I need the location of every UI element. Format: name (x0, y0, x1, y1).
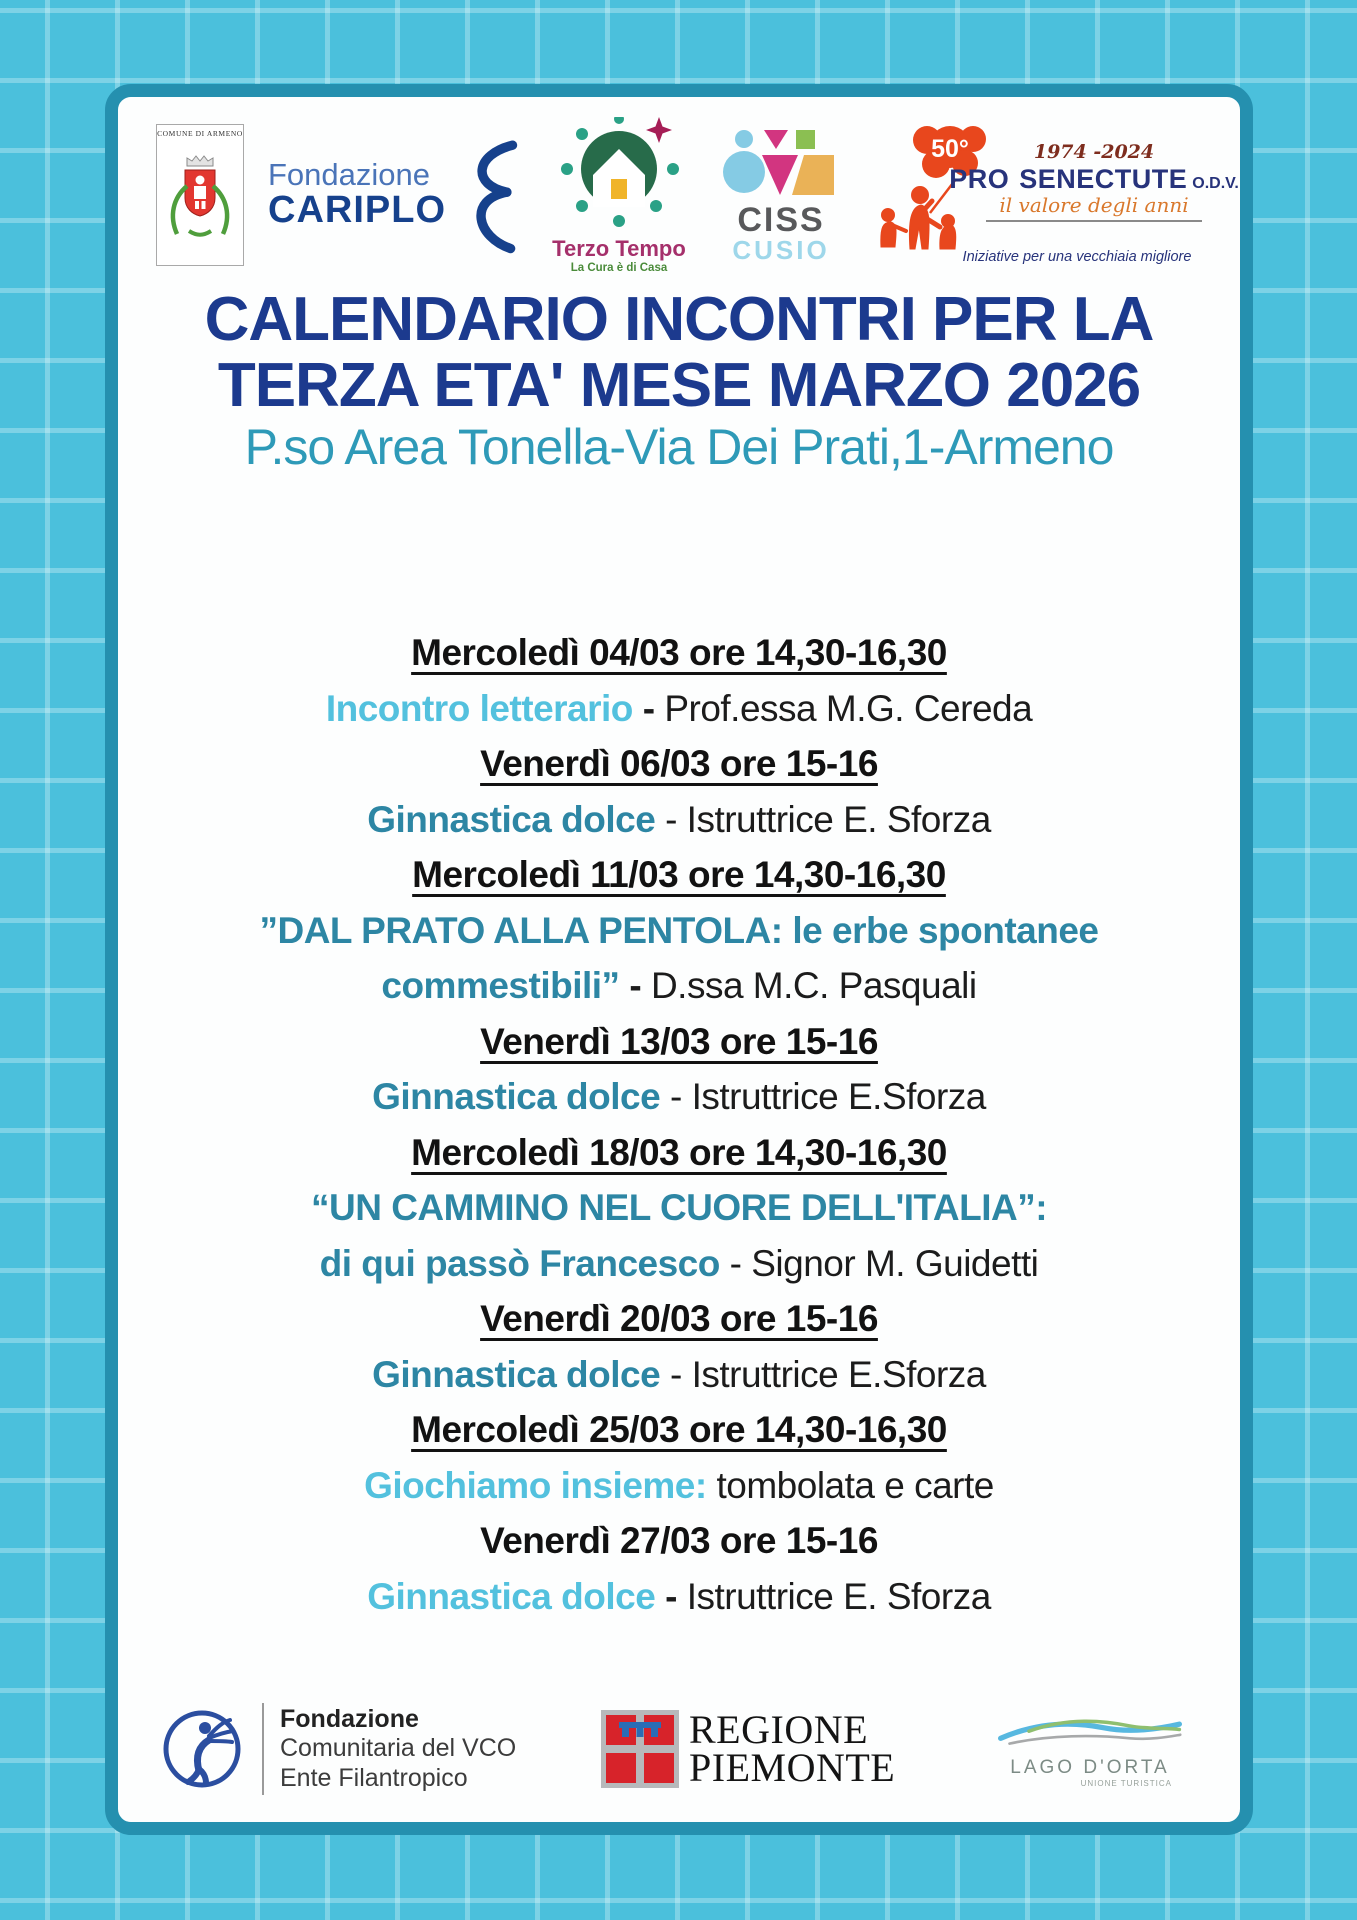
poster-subtitle: P.so Area Tonella-Via Dei Prati,1-Armeno (244, 419, 1114, 475)
calendar-date-line (118, 1125, 1240, 1181)
pro-senectute-tagline: Iniziative per una vecchiaia migliore (962, 249, 1192, 265)
regione-line1: REGIONE (689, 1707, 869, 1752)
event-text-segment: - (665, 1575, 687, 1617)
event-date: Mercoledì 04/03 ore 14,30-16,30 (411, 632, 947, 673)
event-text-segment: Ginnastica dolce (372, 1076, 661, 1117)
pro-senectute-suffix: O.D.V. (1192, 175, 1239, 192)
poster-title-line1: CALENDARIO INCONTRI PER LA (204, 285, 1154, 354)
calendar-event-line (118, 792, 1240, 848)
poster-title-line2: TERZA ETA' MESE MARZO 2026 (217, 351, 1141, 420)
logo-terzo-tempo (544, 117, 694, 274)
event-text-segment: Ginnastica dolce (367, 798, 656, 840)
event-text-segment: - (632, 687, 665, 729)
lago-dorta-name: LAGO D'ORTA (1010, 1757, 1170, 1778)
event-text-segment: Giochiamo insieme: (364, 1464, 707, 1506)
regione-piemonte-icon (601, 1710, 679, 1788)
logo-comune-armeno (156, 124, 244, 266)
event-text-segment: D.ssa M.C. Pasquali (650, 965, 977, 1006)
calendar-date-line (118, 1014, 1240, 1070)
calendar-date-line (118, 1513, 1240, 1569)
terzo-tempo-tagline: La Cura è di Casa (570, 261, 668, 274)
logo-fondazione-cariplo (268, 134, 520, 256)
vco-line2: Comunitaria del VCO (280, 1734, 517, 1763)
regione-line2: PIEMONTE (689, 1745, 896, 1790)
calendar-event-line (118, 903, 1240, 959)
terzo-tempo-name: Terzo Tempo (552, 235, 686, 261)
ciss-shapes-icon (722, 127, 840, 197)
event-text-segment: ”DAL PRATO ALLA PENTOLA: le erbe spontanee (259, 909, 1099, 951)
pro-senectute-name-left: PRO (949, 164, 1010, 194)
vco-divider (262, 1703, 264, 1795)
pro-senectute-years: 1974 -2024 (1033, 141, 1155, 163)
lago-dorta-tagline: UNIONE TURISTICA (1080, 1779, 1172, 1788)
calendar-event-line (118, 1069, 1240, 1125)
terzo-tempo-icon (553, 117, 685, 229)
calendar-event-line (118, 1236, 1240, 1292)
comune-crest-icon (157, 138, 243, 250)
event-text-segment: Ginnastica dolce (367, 1575, 666, 1617)
calendar-event-line (118, 958, 1240, 1014)
logo-fondazione-vco (158, 1703, 516, 1795)
calendar-date-line (118, 847, 1240, 903)
event-text-segment: - (629, 965, 651, 1006)
event-date: Venerdì 13/03 ore 15-16 (480, 1020, 878, 1062)
event-text-segment: Incontro letterario (325, 687, 633, 729)
event-text-segment: - Istruttrice E. Sforza (655, 798, 991, 840)
event-text-segment: Ginnastica dolce (372, 1353, 661, 1395)
header-logos-row (118, 119, 1240, 274)
event-date: Venerdì 27/03 ore 15-16 (480, 1520, 878, 1561)
calendar-date-line (118, 625, 1240, 681)
calendar-date-line (118, 1402, 1240, 1458)
event-text-segment: - Istruttrice E.Sforza (660, 1353, 986, 1395)
title-block (118, 287, 1240, 475)
event-text-segment: tombolata e carte (706, 1464, 994, 1506)
calendar-event-line (118, 1180, 1240, 1236)
vco-figure-icon (158, 1705, 246, 1793)
event-text-segment: - Istruttrice E.Sforza (660, 1076, 986, 1117)
calendar-date-line (118, 736, 1240, 792)
calendar-date-line (118, 1291, 1240, 1347)
ciss-name: CISS (737, 201, 825, 240)
event-text-segment: - Signor M. Guidetti (719, 1242, 1039, 1284)
event-text-segment: “UN CAMMINO NEL CUORE DELL'ITALIA”: (310, 1187, 1048, 1228)
calendar-event-line (118, 681, 1240, 737)
event-date: Venerdì 06/03 ore 15-16 (480, 743, 878, 784)
pro-senectute-badge: 50° (931, 135, 969, 163)
calendar-event-line (118, 1458, 1240, 1514)
comune-caption: COMUNE DI ARMENO (157, 129, 243, 138)
footer-logos-row (158, 1692, 1200, 1806)
poster-card (105, 84, 1253, 1835)
event-text-segment: Istruttrice E. Sforza (686, 1575, 991, 1617)
logo-regione-piemonte (601, 1707, 896, 1790)
event-date: Mercoledì 18/03 ore 14,30-16,30 (411, 1131, 947, 1173)
calendar-event-line (118, 1347, 1240, 1403)
pro-senectute-name-right: SENECTUTE (1019, 164, 1188, 194)
logo-pro-senectute (868, 119, 1239, 271)
cariplo-line1: Fondazione (268, 156, 431, 192)
calendar-event-line (118, 1569, 1240, 1625)
cariplo-line2: CARIPLO (268, 189, 446, 232)
ciss-sub: CUSIO (732, 234, 830, 265)
event-text-segment: Prof.essa M.G. Cereda (664, 687, 1033, 729)
event-text-segment: di qui passò Francesco (319, 1242, 720, 1284)
logo-ciss-cusio (718, 127, 844, 265)
lago-dorta-waves-icon (985, 1710, 1195, 1756)
calendar-list (118, 625, 1240, 1624)
event-date: Mercoledì 11/03 ore 14,30-16,30 (412, 854, 946, 895)
event-text-segment: commestibili” (381, 965, 630, 1006)
logo-lago-dorta (980, 1710, 1200, 1788)
event-date: Mercoledì 25/03 ore 14,30-16,30 (411, 1409, 947, 1450)
event-date: Venerdì 20/03 ore 15-16 (480, 1298, 878, 1339)
cariplo-mark-icon (458, 134, 520, 256)
vco-line3: Ente Filantropico (280, 1763, 468, 1792)
pro-senectute-motto: il valore degli anni (986, 193, 1202, 222)
vco-line1: Fondazione (280, 1704, 419, 1733)
